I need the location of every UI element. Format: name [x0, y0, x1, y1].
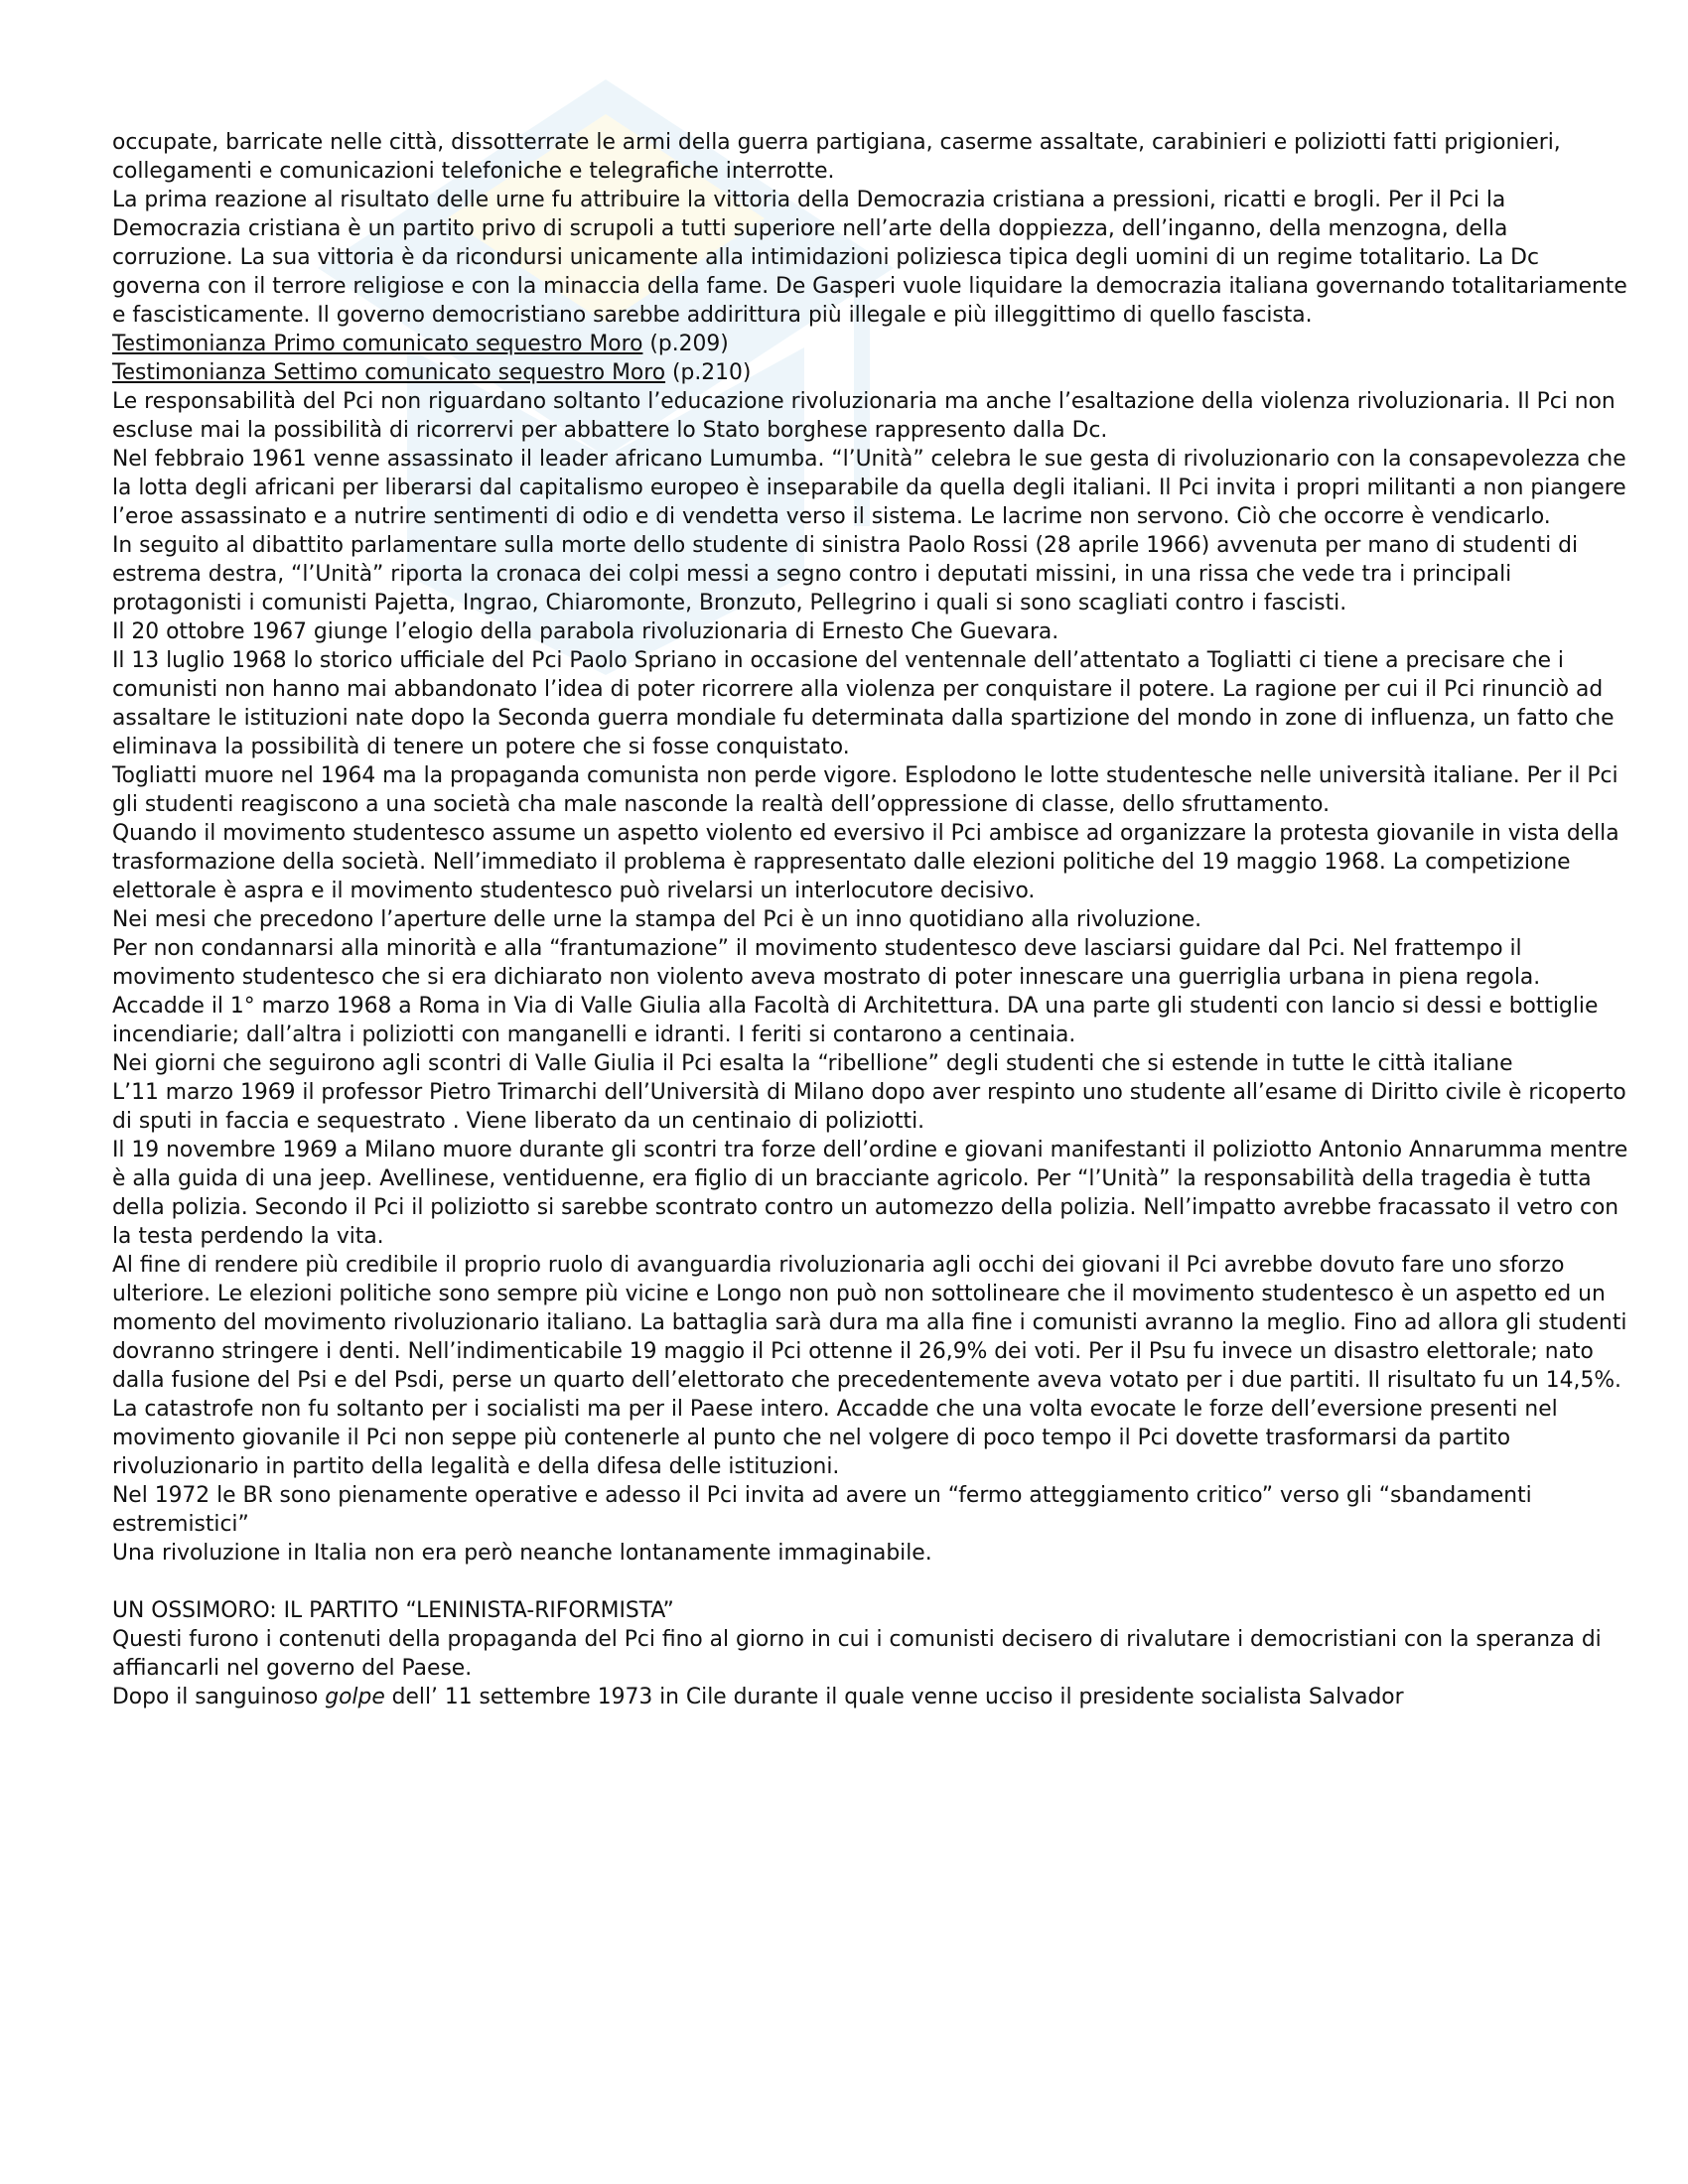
text-run: dell’ 11 settembre 1973 in Cile durante il quale venne ucciso il presidente socialista Salvador — [384, 1685, 1404, 1709]
paragraph: Nel 1972 le BR sono pienamente operative e adesso il Pci invita ad avere un “fermo atteggiamento critico” verso gli “sbandamenti estremistici” — [112, 1483, 1532, 1537]
reference-line — [112, 358, 1631, 387]
testimony-link[interactable]: Testimonianza Settimo comunicato sequestro Moro — [112, 360, 666, 385]
paragraph-last — [112, 1683, 1631, 1711]
paragraph: Il 13 luglio 1968 lo storico ufficiale del Pci Paolo Spriano in occasione del ventennale dell’attentato a Togliatti ci tiene a precisare che i comunisti non hanno mai abbandonato l’idea di poter ricorrere alla violenza per conquistare il potere. La ragione per cui il Pci rinunciò ad assaltare le istituzioni nate dopo la Seconda guerra mondiale fu determinata dalla spartizione del mondo in zone di influenza, un fatto che eliminava la possibilità di tenere un potere che si fosse conquistato. — [112, 648, 1615, 759]
reference-line — [112, 330, 1631, 358]
paragraph: Nei giorni che seguirono agli scontri di Valle Giulia il Pci esalta la “ribellione” degli studenti che si estende in tutte le città italiane — [112, 1051, 1513, 1076]
paragraph: Le responsabilità del Pci non riguardano soltanto l’educazione rivoluzionaria ma anche l’esaltazione della violenza rivoluzionaria. Il Pci non escluse mai la possibilità di ricorrervi per abbattere lo Stato borghese rappresento dalla Dc. — [112, 389, 1616, 443]
paragraph: Una rivoluzione in Italia non era però neanche lontanamente immaginabile. — [112, 1541, 932, 1566]
paragraph: In seguito al dibattito parlamentare sulla morte dello studente di sinistra Paolo Rossi (28 aprile 1966) avvenuta per mano di studenti di estrema destra, “l’Unità” riporta la cronaca dei colpi messi a segno contro i deputati missini, in una rissa che vede tra i principali protagonisti i comunisti Pajetta, Ingrao, Chiaromonte, Bronzuto, Pellegrino i quali si sono scagliati contro i fascisti. — [112, 533, 1579, 615]
paragraph: occupate, barricate nelle città, dissotterrate le armi della guerra partigiana, caserme assaltate, carabinieri e poliziotti fatti prigionieri, collegamenti e comunicazioni telefoniche e telegrafiche interrotte. — [112, 130, 1561, 184]
page-ref: (p.210) — [665, 360, 752, 385]
page-ref: (p.209) — [642, 332, 729, 356]
document-body — [112, 128, 1631, 1711]
paragraph: Il 20 ottobre 1967 giunge l’elogio della parabola rivoluzionaria di Ernesto Che Guevara. — [112, 619, 1059, 644]
paragraph: L’11 marzo 1969 il professor Pietro Trimarchi dell’Università di Milano dopo aver respinto uno studente all’esame di Diritto civile è ricoperto di sputi in faccia e sequestrato . Viene liberato da un centinaio di poliziotti. — [112, 1080, 1626, 1134]
text-run: Dopo il sanguinoso — [112, 1685, 326, 1709]
testimony-link[interactable]: Testimonianza Primo comunicato sequestro Moro — [112, 332, 643, 356]
paragraph: Nei mesi che precedono l’aperture delle urne la stampa del Pci è un inno quotidiano alla rivoluzione. — [112, 907, 1202, 932]
paragraph: Al fine di rendere più credibile il proprio ruolo di avanguardia rivoluzionaria agli occhi dei giovani il Pci avrebbe dovuto fare uno sforzo ulteriore. Le elezioni politiche sono sempre più vicine e Longo non può non sottolineare che il movimento studentesco è un aspetto ed un momento del movimento rivoluzionario italiano. La battaglia sarà dura ma alla fine i comunisti avranno la meglio. Fino ad allora gli studenti dovranno stringere i denti. Nell’indimenticabile 19 maggio il Pci ottenne il 26,9% dei voti. Per il Psu fu invece un disastro elettorale; nato dalla fusione del Psi e del Psdi, perse un quarto dell’elettorato che precedentemente aveva votato per i due partiti. Il risultato fu un 14,5%. La catastrofe non fu soltanto per i socialisti ma per il Paese intero. Accadde che una volta evocate le forze dell’eversione presenti nel movimento giovanile il Pci non seppe più contenerle al punto che nel volgere di poco tempo il Pci dovette trasformarsi da partito rivoluzionario in partito della legalità e della difesa delle istituzioni. — [112, 1253, 1627, 1479]
paragraph: Per non condannarsi alla minorità e alla “frantumazione” il movimento studentesco deve lasciarsi guidare dal Pci. Nel frattempo il movimento studentesco che si era dichiarato non violento aveva mostrato di poter innescare una guerriglia urbana in piena regola. Accadde il 1° marzo 1968 a Roma in Via di Valle Giulia alla Facoltà di Architettura. DA una parte gli studenti con lancio si dessi e bottiglie incendiarie; dall’altra i poliziotti con manganelli e idranti. I feriti si contarono a centinaia. — [112, 936, 1599, 1047]
paragraph: Il 19 novembre 1969 a Milano muore durante gli scontri tra forze dell’ordine e giovani manifestanti il poliziotto Antonio Annarumma mentre è alla guida di una jeep. Avellinese, ventiduenne, era figlio di un bracciante agricolo. Per “l’Unità” la responsabilità della tragedia è tutta della polizia. Secondo il Pci il poliziotto si sarebbe scontrato contro un automezzo della polizia. Nell’impatto avrebbe fracassato il vetro con la testa perdendo la vita. — [112, 1138, 1628, 1249]
italic-term: golpe — [325, 1685, 385, 1709]
spacer — [112, 1568, 1631, 1596]
paragraph: Togliatti muore nel 1964 ma la propaganda comunista non perde vigore. Esplodono le lotte studentesche nelle università italiane. Per il Pci gli studenti reagiscono a una società cha male nasconde la realtà dell’oppressione di classe, dello sfruttamento. — [112, 763, 1618, 817]
section-heading: UN OSSIMORO: IL PARTITO “LENINISTA-RIFORMISTA” — [112, 1598, 674, 1623]
paragraph: Questi furono i contenuti della propaganda del Pci fino al giorno in cui i comunisti decisero di rivalutare i democristiani con la speranza di affiancarli nel governo del Paese. — [112, 1627, 1602, 1681]
paragraph: La prima reazione al risultato delle urne fu attribuire la vittoria della Democrazia cristiana a pressioni, ricatti e brogli. Per il Pci la Democrazia cristiana è un partito privo di scrupoli a tutti superiore nell’arte della doppiezza, dell’inganno, della menzogna, della corruzione. La sua vittoria è da ricondursi unicamente alla intimidazioni poliziesca tipica degli uomini di un regime totalitario. La Dc governa con il terrore religiose e con la minaccia della fame. De Gasperi vuole liquidare la democrazia italiana governando totalitariamente e fascisticamente. Il governo democristiano sarebbe addirittura più illegale e più illeggittimo di quello fascista. — [112, 188, 1627, 328]
paragraph: Quando il movimento studentesco assume un aspetto violento ed eversivo il Pci ambisce ad organizzare la protesta giovanile in vista della trasformazione della società. Nell’immediato il problema è rappresentato dalle elezioni politiche del 19 maggio 1968. La competizione elettorale è aspra e il movimento studentesco può rivelarsi un interlocutore decisivo. — [112, 821, 1619, 903]
paragraph: Nel febbraio 1961 venne assassinato il leader africano Lumumba. “l’Unità” celebra le sue gesta di rivoluzionario con la consapevolezza che la lotta degli africani per liberarsi dal capitalismo europeo è inseparabile da quella degli italiani. Il Pci invita i propri militanti a non piangere l’eroe assassinato e a nutrire sentimenti di odio e di vendetta verso il sistema. Le lacrime non servono. Ciò che occorre è vendicarlo. — [112, 447, 1626, 529]
